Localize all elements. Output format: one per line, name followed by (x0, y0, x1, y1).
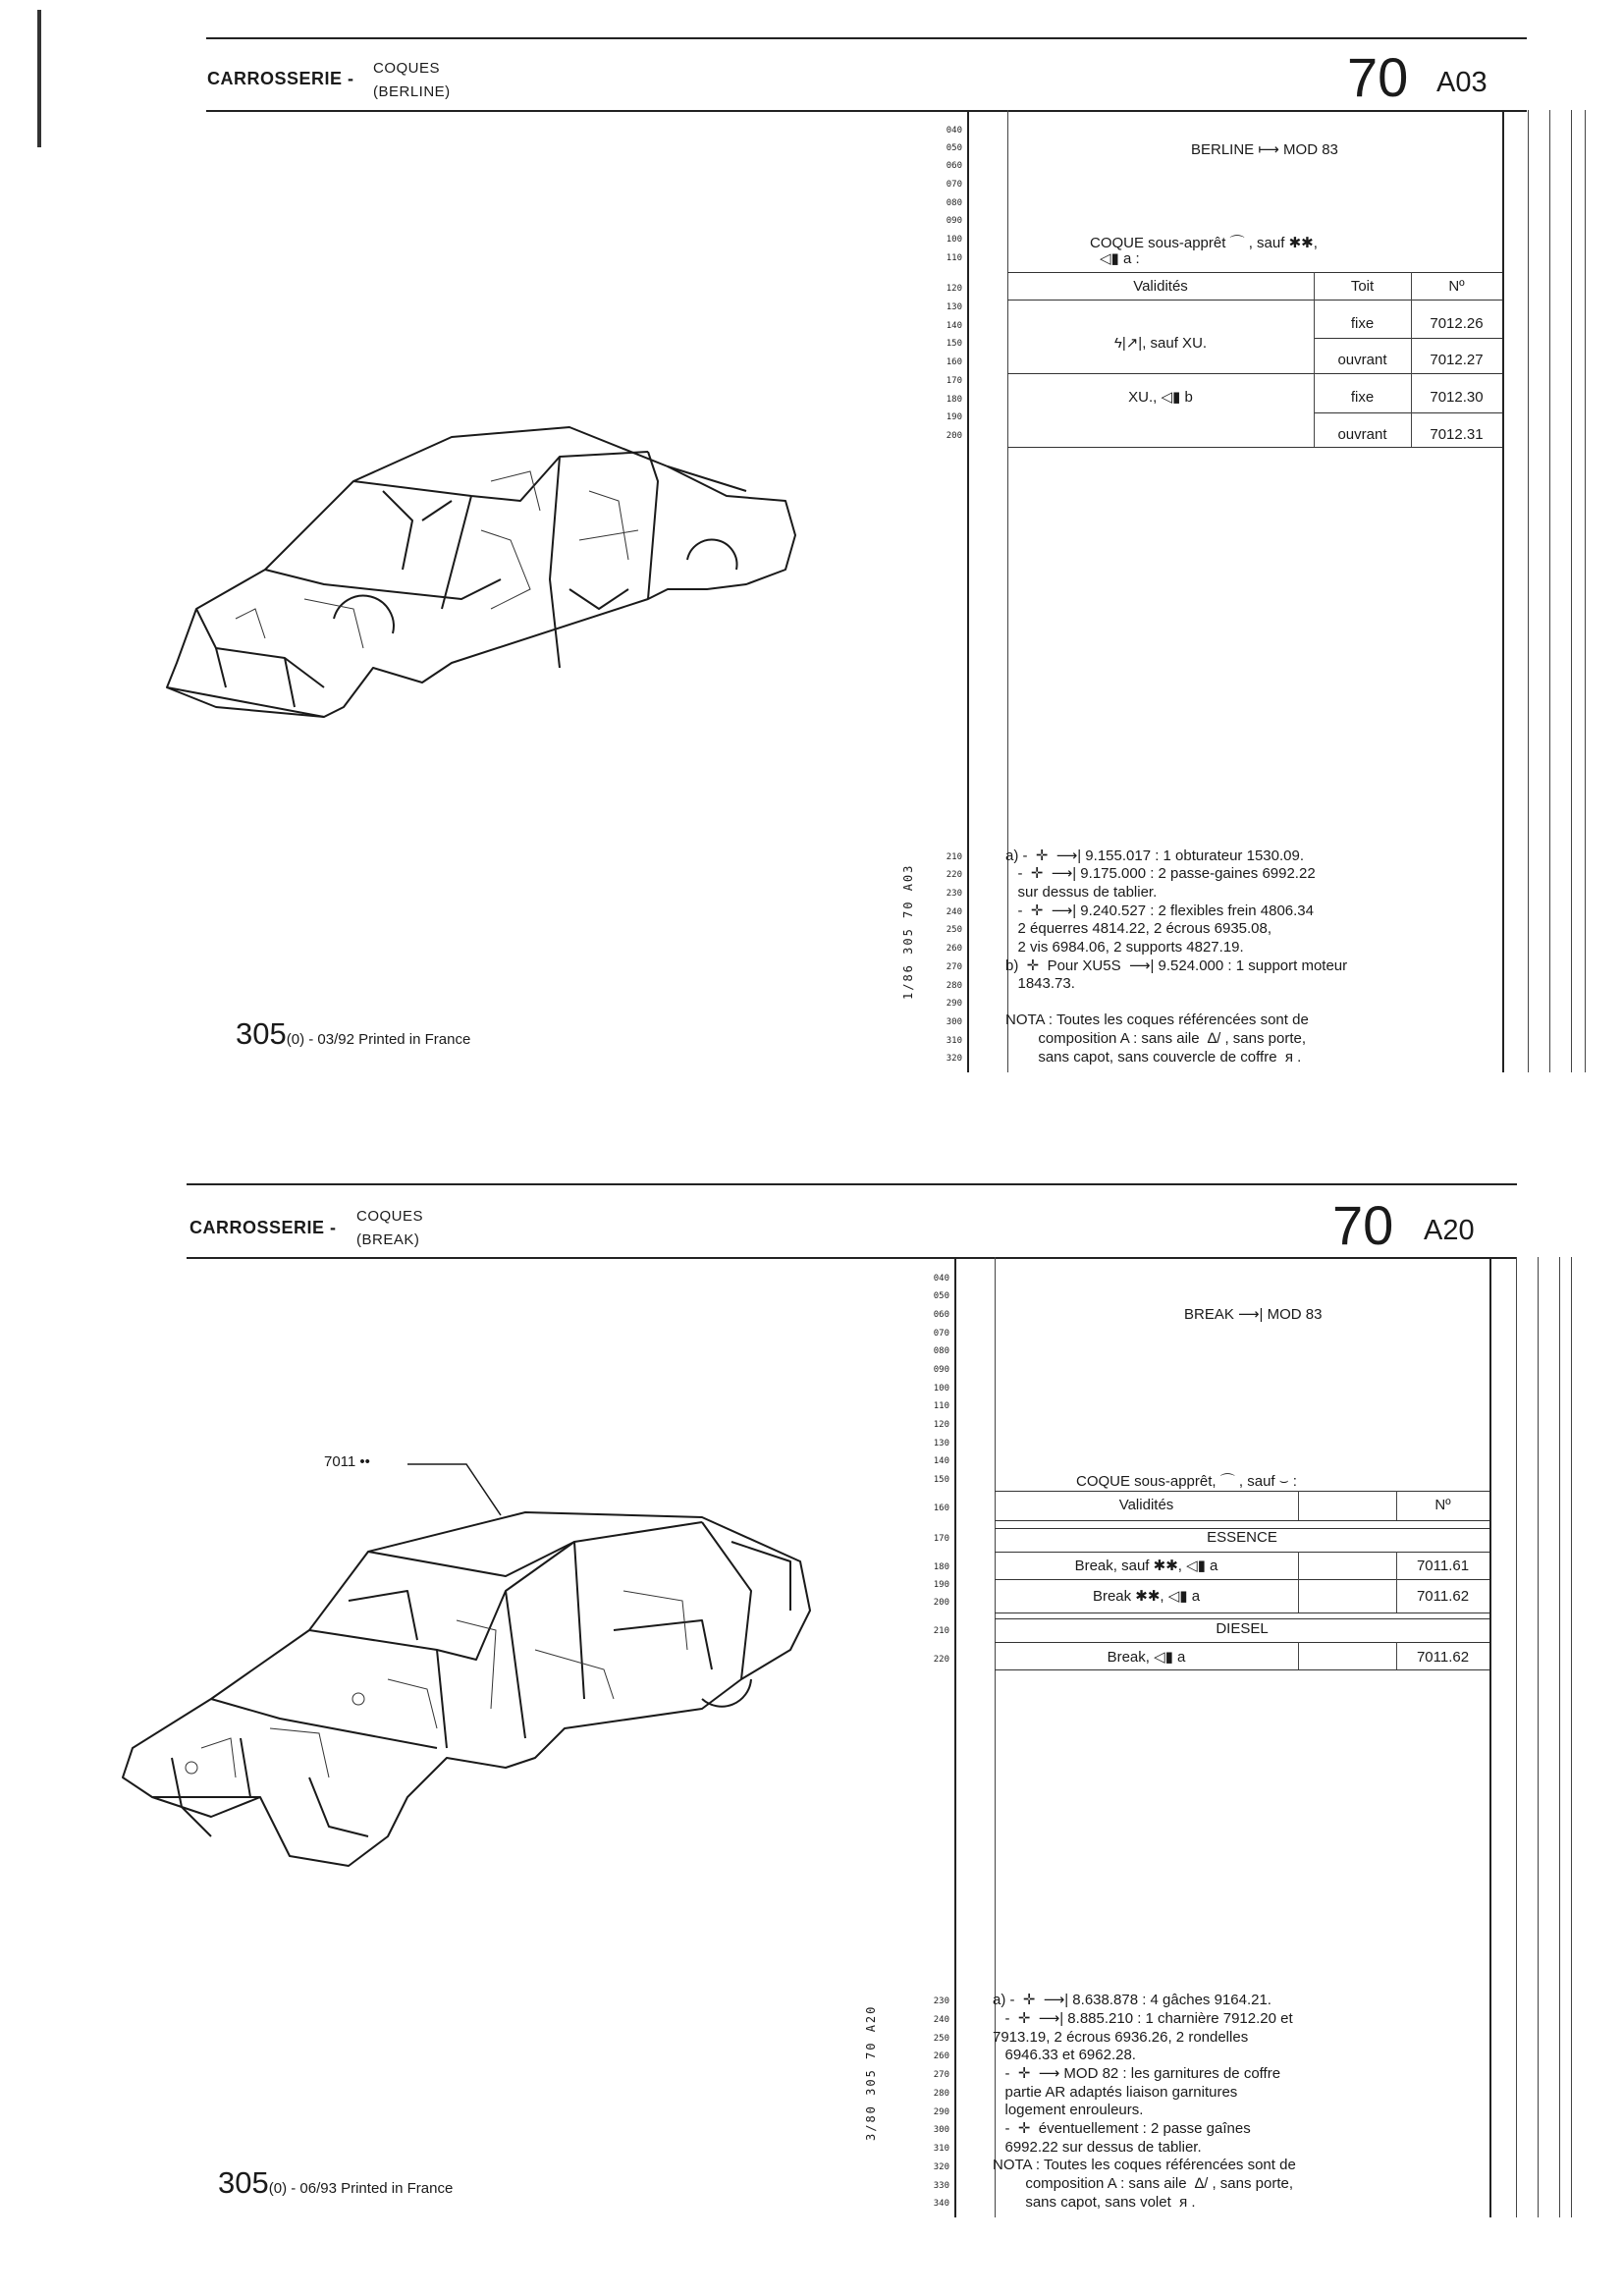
line-number: 210 (933, 1626, 949, 1636)
line-number: 300 (933, 2125, 949, 2135)
line-number: 130 (946, 302, 962, 312)
note-line: partie AR adaptés liaison garnitures (993, 2084, 1238, 2101)
printed-suffix: (0) - 03/92 Printed in France (286, 1031, 471, 1048)
table-rule (1007, 272, 1502, 273)
line-number: 240 (946, 907, 962, 917)
row-number: 7011.61 (1416, 1558, 1470, 1574)
row-validites: Break, sauf ✱✱, ◁▮ a (1074, 1558, 1218, 1574)
note-line: a) - ✛ ⟶| 8.638.878 : 4 gâches 9164.21. (993, 1992, 1271, 2008)
header-top-rule (206, 37, 1527, 39)
linenum-divider (967, 110, 969, 1072)
note-line: composition A : sans aile ∆/ , sans porte, (993, 2175, 1293, 2192)
line-number: 290 (933, 2107, 949, 2117)
row-number: 7012.31 (1430, 426, 1484, 443)
line-number: 140 (933, 1456, 949, 1466)
row-number: 7012.30 (1430, 389, 1484, 406)
printed-number: 305 (236, 1016, 287, 1051)
line-number: 090 (946, 216, 962, 226)
header-bottom-rule (187, 1257, 1517, 1259)
row-toit: fixe (1350, 389, 1375, 406)
table-col-rule (1298, 1552, 1299, 1613)
note-line: - ✛ éventuellement : 2 passe gaînes (993, 2120, 1251, 2137)
line-number: 200 (946, 431, 962, 441)
line-number: 130 (933, 1439, 949, 1449)
line-number: 190 (946, 412, 962, 422)
note-line: 7913.19, 2 écrous 6936.26, 2 rondelles (993, 2029, 1249, 2046)
line-number: 230 (933, 1996, 949, 2006)
line-number: 090 (933, 1365, 949, 1375)
line-number: 270 (933, 2070, 949, 2080)
line-number: 050 (946, 143, 962, 153)
line-number: 280 (933, 2089, 949, 2099)
table-col-rule (1298, 1491, 1299, 1520)
line-number: 110 (933, 1401, 949, 1411)
row-toit: ouvrant (1337, 426, 1387, 443)
margin-rule-1 (1528, 110, 1529, 1072)
margin-rule-1 (1516, 1257, 1517, 2217)
table-rule (1007, 300, 1502, 301)
table-rule (1314, 338, 1502, 339)
note-line: b) ✛ Pour XU5S ⟶| 9.524.000 : 1 support moteur (1005, 957, 1348, 974)
section-label: CARROSSERIE - (189, 1218, 337, 1237)
note-line: 2 vis 6984.06, 2 supports 4827.19. (1005, 939, 1244, 956)
line-number: 220 (933, 1655, 949, 1665)
table-rule (995, 1552, 1489, 1553)
header-validites: Validités (1118, 1497, 1174, 1513)
table-rule (995, 1491, 1489, 1492)
margin-rule-2 (1538, 1257, 1539, 2217)
part-description: COQUE sous-apprêt ⌒ , sauf ✱✱, (1090, 235, 1318, 251)
line-number: 320 (946, 1054, 962, 1064)
header-top-rule (187, 1183, 1517, 1185)
line-number: 120 (933, 1420, 949, 1430)
line-number: 260 (946, 944, 962, 954)
line-number: 120 (946, 284, 962, 294)
line-number: 200 (933, 1598, 949, 1608)
table-rule (995, 1669, 1489, 1670)
line-number: 070 (933, 1329, 949, 1339)
table-rule (995, 1579, 1489, 1580)
section-number: 70 (1347, 46, 1409, 108)
part-description: COQUE sous-apprêt, ⌒ , sauf ⌣ : (1076, 1473, 1297, 1490)
margin-rule-4 (1571, 1257, 1572, 2217)
margin-rule-4 (1585, 110, 1586, 1072)
row-validites: XU., ◁▮ b (1128, 389, 1193, 406)
note-line: 1843.73. (1005, 975, 1075, 992)
line-number: 220 (946, 870, 962, 880)
section-sub-1: COQUES (356, 1208, 424, 1225)
header-no: Nº (1448, 278, 1465, 295)
line-number: 110 (946, 253, 962, 263)
note-line: - ✛ ⟶ MOD 82 : les garnitures de coffre (993, 2065, 1281, 2082)
line-number: 190 (933, 1580, 949, 1590)
line-number: 300 (946, 1017, 962, 1027)
section-label: CARROSSERIE - (207, 69, 354, 88)
spine-reference: 3/80 305 70 A20 (864, 2004, 878, 2141)
line-number: 080 (946, 198, 962, 208)
table-rule (995, 1520, 1489, 1521)
line-number: 040 (933, 1274, 949, 1284)
note-line: sur dessus de tablier. (1005, 884, 1158, 901)
note-line: - ✛ ⟶| 9.175.000 : 2 passe-gaines 6992.22 (1005, 865, 1316, 882)
printed-footer (236, 1016, 470, 1052)
line-number: 280 (946, 981, 962, 991)
section-number: 70 (1332, 1194, 1394, 1256)
content-right-border (1489, 1257, 1491, 2217)
model-title: BERLINE ⟼ MOD 83 (1191, 141, 1338, 158)
note-line: NOTA : Toutes les coques référencées sont de (993, 2157, 1296, 2173)
section-sub-1: COQUES (373, 60, 441, 77)
group-diesel: DIESEL (1216, 1620, 1269, 1637)
part-description-2: ◁▮ a : (1100, 250, 1140, 267)
linenum-divider (954, 1257, 956, 2217)
header-toit: Toit (1350, 278, 1375, 295)
margin-rule-3 (1571, 110, 1572, 1072)
break-body-illustration (113, 1503, 820, 1905)
note-line: sans capot, sans couvercle de coffre ᴙ . (1005, 1049, 1302, 1066)
line-number: 180 (946, 395, 962, 405)
line-number: 230 (946, 889, 962, 899)
line-number: 040 (946, 126, 962, 136)
row-validites: Break ✱✱, ◁▮ a (1092, 1588, 1201, 1605)
note-line: composition A : sans aile ∆/ , sans porte, (1005, 1030, 1306, 1047)
header-validites: Validités (1133, 278, 1188, 295)
model-title: BREAK ⟶| MOD 83 (1184, 1306, 1323, 1323)
line-number: 240 (933, 2015, 949, 2025)
line-number: 150 (933, 1475, 949, 1485)
table-rule (1007, 447, 1502, 448)
line-number: 060 (933, 1310, 949, 1320)
line-number: 310 (946, 1036, 962, 1046)
note-line: NOTA : Toutes les coques référencées sont de (1005, 1011, 1309, 1028)
line-number: 160 (933, 1503, 949, 1513)
note-line: 6992.22 sur dessus de tablier. (993, 2139, 1202, 2156)
line-number: 210 (946, 852, 962, 862)
row-number: 7012.26 (1430, 315, 1484, 332)
line-number: 260 (933, 2051, 949, 2061)
line-number: 070 (946, 180, 962, 190)
table-rule (1007, 373, 1502, 374)
line-number: 250 (946, 925, 962, 935)
spine-reference: 1/86 305 70 A03 (901, 863, 915, 1000)
line-number: 100 (933, 1384, 949, 1394)
row-number: 7012.27 (1430, 352, 1484, 368)
table-col-rule (1298, 1642, 1299, 1669)
section-ref: A03 (1436, 67, 1488, 98)
note-line: - ✛ ⟶| 9.240.527 : 2 flexibles frein 4806.34 (1005, 902, 1314, 919)
note-line: 6946.33 et 6962.28. (993, 2047, 1136, 2063)
section-sub-2: (BERLINE) (373, 83, 451, 100)
section-sub-2: (BREAK) (356, 1231, 420, 1248)
table-rule (995, 1642, 1489, 1643)
line-number: 310 (933, 2144, 949, 2154)
note-line: logement enrouleurs. (993, 2102, 1144, 2118)
line-number: 150 (946, 339, 962, 349)
row-validites: Break, ◁▮ a (1107, 1649, 1186, 1666)
header-bottom-rule (206, 110, 1527, 112)
printed-footer (218, 2165, 453, 2201)
note-line: - ✛ ⟶| 8.885.210 : 1 charnière 7912.20 et (993, 2010, 1293, 2027)
line-number: 140 (946, 321, 962, 331)
table-rule (1314, 412, 1502, 413)
scan-edge-mark (37, 10, 41, 147)
line-number: 180 (933, 1562, 949, 1572)
line-number: 160 (946, 357, 962, 367)
content-right-border (1502, 110, 1504, 1072)
header-no: Nº (1434, 1497, 1451, 1513)
row-number: 7011.62 (1416, 1649, 1470, 1666)
table-rule (995, 1618, 1489, 1619)
line-number: 060 (946, 161, 962, 171)
section-ref: A20 (1424, 1215, 1475, 1246)
line-number: 250 (933, 2034, 949, 2044)
callout-label: 7011 •• (324, 1453, 370, 1470)
printed-number: 305 (218, 2165, 269, 2200)
row-number: 7011.62 (1416, 1588, 1470, 1605)
line-number: 290 (946, 999, 962, 1009)
line-number: 100 (946, 235, 962, 245)
printed-suffix: (0) - 06/93 Printed in France (268, 2180, 454, 2197)
row-validites: ϟ|↗|, sauf XU. (1113, 335, 1208, 352)
note-line: sans capot, sans volet ᴙ . (993, 2194, 1196, 2211)
row-toit: fixe (1350, 315, 1375, 332)
line-number: 080 (933, 1346, 949, 1356)
line-number: 050 (933, 1291, 949, 1301)
line-number: 320 (933, 2162, 949, 2172)
margin-rule-2 (1549, 110, 1550, 1072)
line-number: 270 (946, 962, 962, 972)
line-number: 340 (933, 2199, 949, 2209)
margin-rule-3 (1559, 1257, 1560, 2217)
note-line: a) - ✛ ⟶| 9.155.017 : 1 obturateur 1530.09. (1005, 847, 1304, 864)
note-line: 2 équerres 4814.22, 2 écrous 6935.08, (1005, 920, 1272, 937)
line-number: 330 (933, 2181, 949, 2191)
line-number: 170 (946, 376, 962, 386)
line-number: 170 (933, 1534, 949, 1544)
group-essence: ESSENCE (1207, 1529, 1277, 1546)
sedan-body-illustration (157, 422, 815, 746)
row-toit: ouvrant (1337, 352, 1387, 368)
